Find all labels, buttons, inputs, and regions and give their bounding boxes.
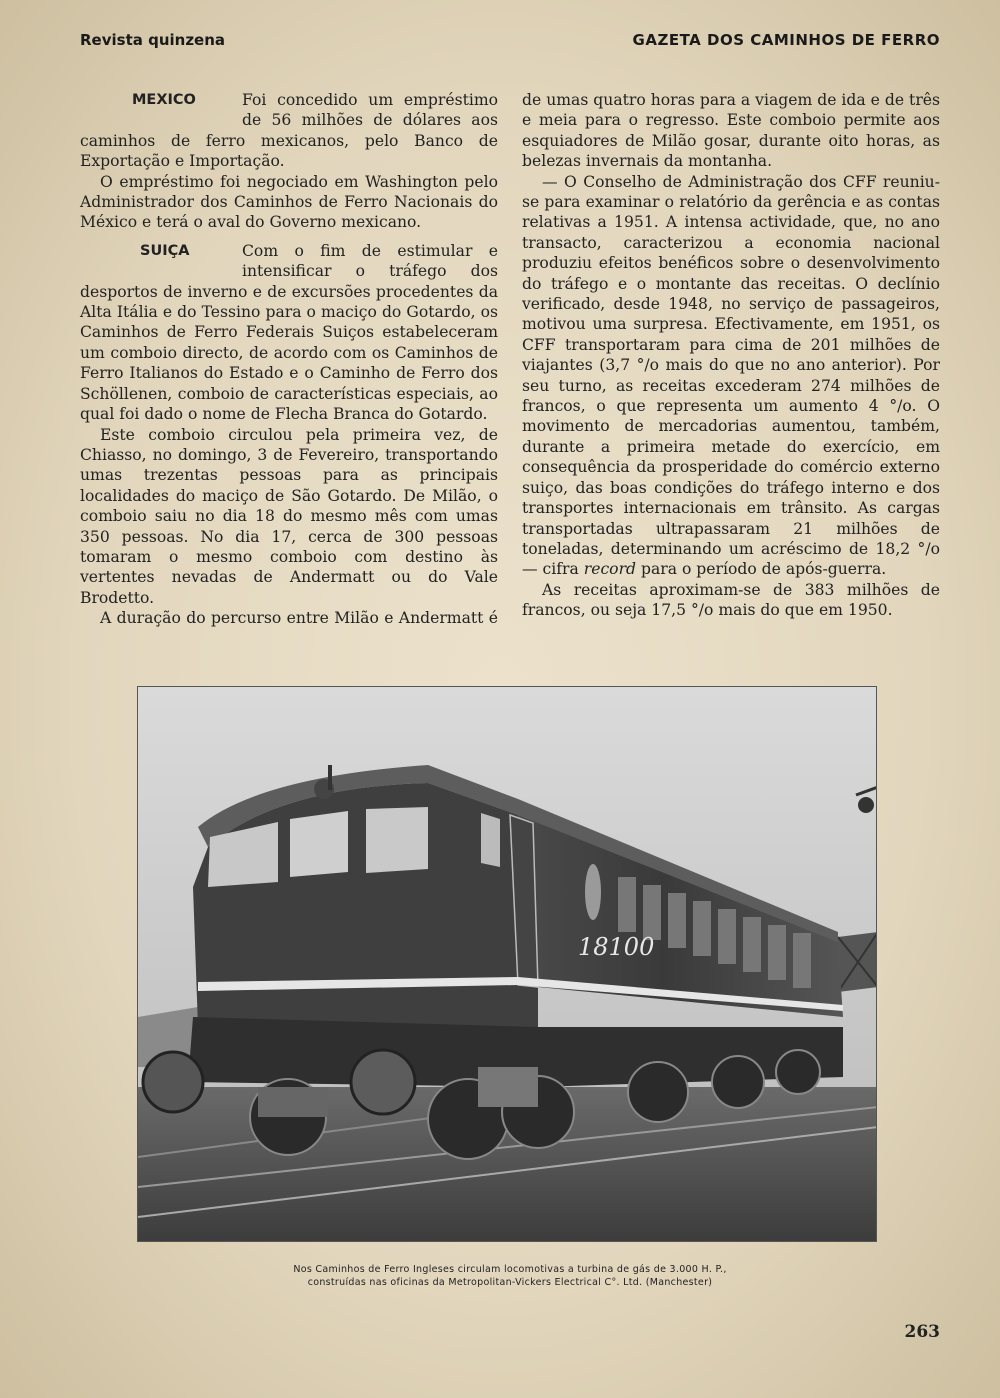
paragraph: [522, 172, 940, 580]
left-column: [80, 90, 498, 635]
section-keyword-suica: SUIÇA: [140, 242, 190, 259]
header-section-title: Revista quinzena: [80, 31, 226, 49]
paragraph-text: para o período de após-guerra.: [636, 560, 887, 579]
section-mexico: [80, 90, 498, 233]
figure-caption: [200, 1263, 820, 1289]
italic-word: record: [583, 560, 637, 579]
paragraph: Com o fim de estimular e intensificar o tráfego dos desportos de inverno e de excursões procedentes da Alta Itália e do Tessino para o maciço do Gotardo, os Caminhos de Ferro Federais Suiços estabeleceram um comboio directo, de acordo com os Caminhos de Ferro Italianos do Estado e o Caminho de Ferro dos Schöllenen, comboio de características especiais, ao qual foi dado o nome de Flecha Branca do Gotardo.: [80, 241, 498, 424]
paragraph: Foi concedido um empréstimo de 56 milhões de dólares aos caminhos de ferro mexicanos, pelo Banco de Exportação e Importação.: [80, 91, 498, 171]
header-journal-title: GAZETA DOS CAMINHOS DE FERRO: [632, 31, 940, 49]
paragraph: O empréstimo foi negociado em Washington pelo Administrador dos Caminhos de Ferro Nacionais do México e terá o aval do Governo mexicano.: [80, 172, 498, 232]
paragraph-continued: A duração do percurso entre Milão e Andermatt é: [100, 609, 498, 628]
caption-line: construídas nas oficinas da Metropolitan-Vickers Electrical C°. Ltd. (Manchester): [307, 1277, 713, 1288]
paragraph-continuation: [522, 90, 940, 172]
paragraph: As receitas aproximam-se de 383 milhões de francos, ou seja 17,5 °/o mais do que em 1950.: [522, 580, 940, 620]
paragraph-text: — O Conselho de Administração dos CFF reuniu-se para examinar o relatório da gerência e as contas relativas a 1951. A intensa actividade, que, no ano transacto, caracterizou a economia nacional produziu efeitos benéficos sobre o desenvolvimento do tráfego e o montante das receitas. O declínio verificado, desde 1948, no serviço de passageiros, motivou uma surpresa. Efectivamente, em 1951, os CFF transportaram para cima de 201 milhões de viajantes (3,7 °/o mais do que no ano anterior). Por seu turno, as receitas excederam 274 milhões de francos, o que representa um aumento 4 °/o. O movimento de mercadorias aumentou, também, durante a primeira metade do exercício, em consequência da prosperidade do comércio externo suiço, das boas condições do tráfego interno e dos transportes internacionais em trânsito. As cargas transportadas ultrapassaram 21 milhões de toneladas, determinando um acréscimo de 18,2 °/o — cifra: [522, 172, 940, 579]
paragraph-text: de umas quatro horas para a viagem de ida e de três e meia para o regresso. Este comboio permite aos esquiadores de Milão gosar, durante oito horas, as belezas invernais da montanha.: [522, 91, 940, 171]
paragraph: Este comboio circulou pela primeira vez, de Chiasso, no domingo, 3 de Fevereiro, transportando umas trezentas pessoas para as principais localidades do maciço de São Gotardo. De Milão, o comboio saiu no dia 18 do mesmo mês com umas 350 pessoas. No dia 17, cerca de 300 pessoas tomaram o mesmo comboio com destino às vertentes nevadas de Andermatt ou do Vale Brodetto.: [80, 425, 498, 607]
section-suica: [80, 241, 498, 629]
caption-line: Nos Caminhos de Ferro Ingleses circulam locomotivas a turbina de gás de 3.000 H. P.,: [293, 1264, 727, 1275]
locomotive-number: 18100: [578, 933, 655, 961]
page-number: 263: [904, 1322, 940, 1342]
section-keyword-mexico: MEXICO: [132, 92, 196, 108]
right-column: [522, 90, 940, 621]
locomotive-photo: [137, 686, 877, 1242]
locomotive-illustration: [138, 687, 877, 1242]
